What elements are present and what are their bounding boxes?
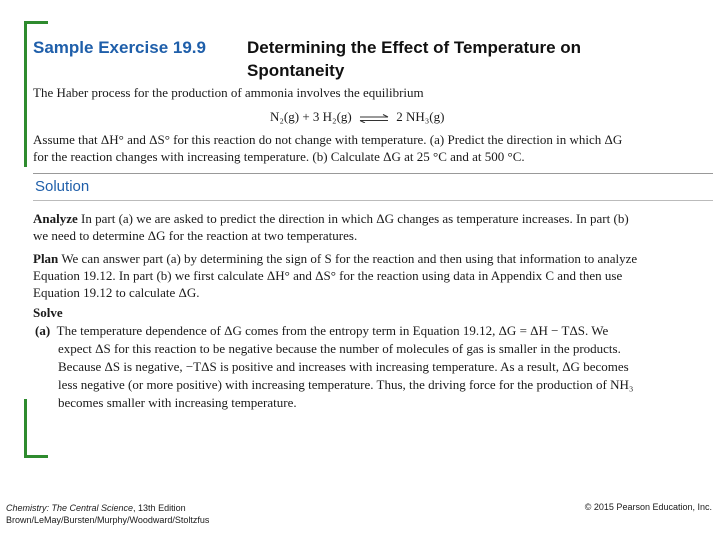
- solution-heading: Solution: [35, 178, 90, 195]
- solve-line3: Because ΔS is negative, −TΔS is positive and increases with increasing temperature. As a result, ΔG becomes: [58, 359, 629, 374]
- equation-left: N₂(g) + 3 H₂(g): [270, 109, 352, 124]
- solution-rule-bottom: [33, 200, 713, 201]
- solve-label: Solve: [33, 305, 63, 320]
- exercise-label: Sample Exercise 19.9: [33, 38, 206, 57]
- solve-line1-text: The temperature dependence of ΔG comes from the entropy term in Equation 19.12, ΔG = ΔH − TΔS. We: [56, 323, 609, 338]
- question-line1: Assume that ΔH° and ΔS° for this reaction do not change with temperature. (a) Predict the direction in which ΔG: [33, 132, 623, 147]
- plan-line1: We can answer part (a) by determining the sign of S for the reaction and then using that information to analyze: [61, 251, 638, 266]
- question-line2: for the reaction changes with increasing temperature. (b) Calculate ΔG at 25 °C and at 500 °C.: [33, 149, 525, 164]
- bottom-bracket-horizontal: [24, 455, 48, 458]
- solve-line1: [35, 322, 690, 340]
- plan-paragraph: [33, 250, 688, 301]
- exercise-heading-line2: Spontaneity: [247, 61, 345, 80]
- analyze-paragraph: [33, 210, 688, 244]
- footer-copyright: © 2015 Pearson Education, Inc.: [584, 502, 712, 512]
- top-bracket-horizontal: [24, 21, 48, 24]
- solve-line5: becomes smaller with increasing temperature.: [58, 395, 297, 410]
- plan-line2: Equation 19.12. In part (b) we first calculate ΔH° and ΔS° for the reaction using data in Appendix C and then use: [33, 268, 623, 283]
- problem-intro: The Haber process for the production of ammonia involves the equilibrium: [33, 85, 424, 100]
- equation-right: 2 NH₃(g): [396, 109, 445, 124]
- solve-line2: expect ΔS for this reaction to be negative because the number of molecules of gas is smaller in the products.: [58, 341, 621, 356]
- plan-line3: Equation 19.12 to calculate ΔG.: [33, 285, 200, 300]
- bottom-bracket-vertical: [24, 399, 27, 457]
- footer-citation: [6, 502, 209, 526]
- equilibrium-equation: [270, 108, 444, 125]
- analyze-label: Analyze: [33, 211, 78, 226]
- solve-line4: less negative (or more positive) with increasing temperature. Thus, the driving force for the production of NH₃: [58, 377, 634, 392]
- footer-book-title: Chemistry: The Central Science: [6, 503, 134, 513]
- footer-authors: Brown/LeMay/Bursten/Murphy/Woodward/Stoltzfus: [6, 515, 210, 525]
- solve-part-label: (a): [35, 323, 51, 338]
- problem-question: [33, 131, 688, 165]
- analyze-line1: In part (a) we are asked to predict the direction in which ΔG changes as temperature increases. In part (b): [81, 211, 629, 226]
- top-bracket-vertical: [24, 21, 27, 167]
- exercise-heading-line1: Determining the Effect of Temperature on: [247, 38, 582, 57]
- equilibrium-arrow-icon: [359, 114, 389, 123]
- solution-rule-top: [33, 173, 713, 174]
- plan-label: Plan: [33, 251, 59, 266]
- footer-edition: , 13th Edition: [133, 503, 186, 513]
- analyze-line2: we need to determine ΔG for the reaction at two temperatures.: [33, 228, 358, 243]
- solve-part-a: [35, 322, 690, 412]
